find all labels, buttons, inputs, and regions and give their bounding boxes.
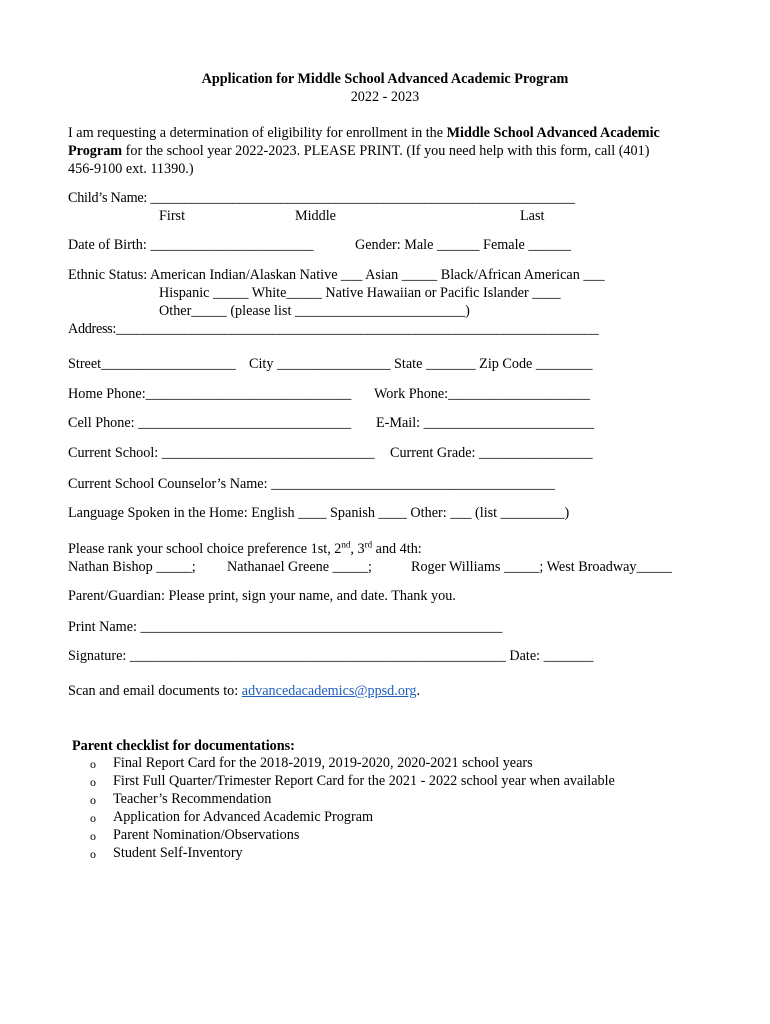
street-field[interactable]: Street___________________ (68, 356, 236, 372)
current-grade-field[interactable]: Current Grade: ________________ (390, 445, 593, 461)
gender-field[interactable]: Gender: Male ______ Female ______ (355, 237, 571, 253)
checklist-item: Teacher’s Recommendation (113, 791, 272, 807)
checklist-item: Student Self-Inventory (113, 845, 243, 861)
school-choice-nathanael-greene[interactable]: Nathanael Greene _____; (227, 559, 372, 575)
checklist-bullet: o (90, 793, 96, 807)
ethnic-status-line-2[interactable]: Hispanic _____ White_____ Native Hawaiian or Pacific Islander ____ (159, 285, 561, 301)
ethnic-status-line-1[interactable]: Ethnic Status: American Indian/Alaskan Native ___ Asian _____ Black/African American ___ (68, 267, 605, 283)
school-choice-roger-williams-west-broadway[interactable]: Roger Williams _____; West Broadway_____ (411, 559, 672, 575)
counselor-name-field[interactable]: Current School Counselor’s Name: ________________________________________ (68, 476, 555, 492)
checklist-bullet: o (90, 811, 96, 825)
checklist-item: Parent Nomination/Observations (113, 827, 300, 843)
work-phone-field[interactable]: Work Phone:____________________ (374, 386, 590, 402)
ethnic-status-line-3[interactable]: Other_____ (please list ________________________) (159, 303, 470, 319)
cell-phone-field[interactable]: Cell Phone: ______________________________ (68, 415, 351, 431)
checklist-bullet: o (90, 757, 96, 771)
checklist-bullet: o (90, 829, 96, 843)
email-field[interactable]: E-Mail: ________________________ (376, 415, 594, 431)
signature-date-field[interactable]: Signature: _____________________________________________________ Date: _______ (68, 648, 594, 664)
dob-field[interactable]: Date of Birth: _______________________ (68, 237, 314, 253)
child-name-field[interactable]: Child’s Name: ______________________________________________________________ (68, 190, 575, 206)
home-phone-field[interactable]: Home Phone:_____________________________ (68, 386, 352, 402)
school-choice-nathan-bishop[interactable]: Nathan Bishop _____; (68, 559, 196, 575)
checklist-item: Final Report Card for the 2018-2019, 2019-2020, 2020-2021 school years (113, 755, 533, 771)
checklist-title: Parent checklist for documentations: (72, 738, 295, 754)
checklist-item: First Full Quarter/Trimester Report Card for the 2021 - 2022 school year when available (113, 773, 615, 789)
checklist-item: Application for Advanced Academic Program (113, 809, 374, 825)
language-field[interactable]: Language Spoken in the Home: English ____ Spanish ____ Other: ___ (list _________) (68, 505, 570, 521)
last-name-caption: Last (520, 208, 545, 224)
school-rank-instructions: Please rank your school choice preference 1st, 2nd, 3rd and 4th: (68, 539, 422, 557)
parent-guardian-note: Parent/Guardian: Please print, sign your name, and date. Thank you. (68, 588, 456, 604)
school-year: 2022 - 2023 (350, 89, 420, 105)
intro-line-3: 456-9100 ext. 11390.) (68, 161, 194, 177)
checklist-bullet: o (90, 847, 96, 861)
current-school-field[interactable]: Current School: ______________________________ (68, 445, 375, 461)
print-name-field[interactable]: Print Name: ___________________________________________________ (68, 619, 503, 635)
form-title: Application for Middle School Advanced Academic Program (201, 71, 569, 87)
address-field[interactable]: Address:_______________________________________________________________________ (68, 321, 599, 337)
intro-line-2: Program for the school year 2022-2023. PLEASE PRINT. (If you need help with this form, call (401) (68, 143, 650, 159)
middle-name-caption: Middle (295, 208, 336, 224)
scan-email-line: Scan and email documents to: advancedacademics@ppsd.org. (68, 683, 421, 699)
checklist-bullet: o (90, 775, 96, 789)
city-state-zip-field[interactable]: City ________________ State _______ Zip Code ________ (249, 356, 593, 372)
email-link[interactable]: advancedacademics@ppsd.org (241, 683, 417, 699)
first-name-caption: First (159, 208, 186, 224)
intro-line-1: I am requesting a determination of eligibility for enrollment in the Middle School Advanced Academic (68, 125, 660, 141)
